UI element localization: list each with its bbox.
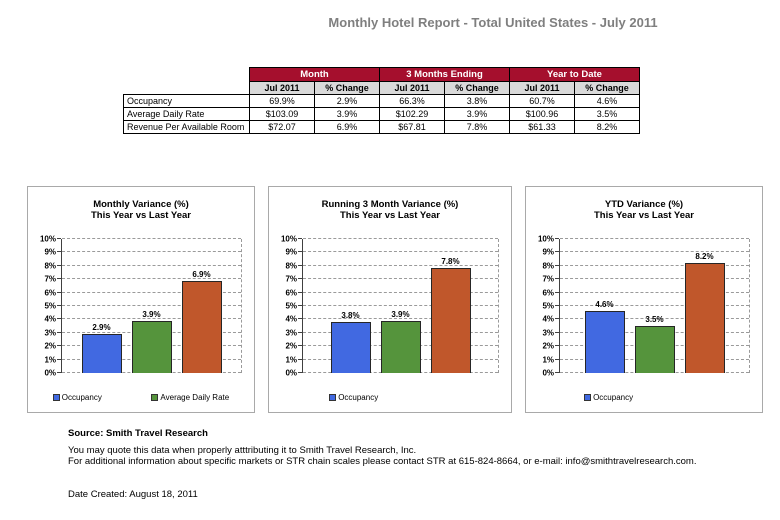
y-axis-tick <box>298 372 302 373</box>
y-axis-label: 5% <box>542 301 554 311</box>
y-axis-label: 5% <box>285 301 297 311</box>
y-axis-label: 4% <box>542 314 554 324</box>
sub-header-cell: % Change <box>575 82 640 95</box>
y-axis-tick <box>555 345 559 346</box>
chart-subtitle: This Year vs Last Year <box>91 210 191 221</box>
y-axis-tick <box>555 305 559 306</box>
value-cell: 3.9% <box>445 108 510 121</box>
y-axis-label: 4% <box>44 314 56 324</box>
chart-legend <box>28 393 254 402</box>
footer-source: Source: Smith Travel Research <box>68 428 208 439</box>
bar-value-label: 3.8% <box>341 311 360 321</box>
bar-value-label: 7.8% <box>441 257 460 267</box>
y-axis-tick <box>298 238 302 239</box>
y-axis-tick <box>555 359 559 360</box>
value-cell: 4.6% <box>575 95 640 108</box>
y-axis-label: 2% <box>542 341 554 351</box>
y-axis-label: 8% <box>285 261 297 271</box>
sub-header-cell: Jul 2011 <box>380 82 445 95</box>
bar-occupancy <box>585 300 625 373</box>
y-axis-label: 8% <box>44 261 56 271</box>
y-axis-tick <box>57 359 61 360</box>
plot-area <box>39 234 242 378</box>
sub-header-cell: Jul 2011 <box>510 82 575 95</box>
legend-swatch-icon <box>151 394 158 401</box>
table-row <box>124 108 640 121</box>
value-cell: 6.9% <box>315 121 380 134</box>
row-label: Occupancy <box>124 95 250 108</box>
value-cell: $67.81 <box>380 121 445 134</box>
legend-item <box>329 393 378 402</box>
y-axis-label: 10% <box>537 234 554 244</box>
col-group-month: Month <box>250 68 380 82</box>
y-axis-label: 4% <box>285 314 297 324</box>
value-cell: $100.96 <box>510 108 575 121</box>
y-axis-label: 0% <box>285 368 297 378</box>
value-cell: $61.33 <box>510 121 575 134</box>
table-group-header-row <box>124 68 640 82</box>
chart-subtitle: This Year vs Last Year <box>594 210 694 221</box>
col-group-3-months-ending: 3 Months Ending <box>380 68 510 82</box>
sub-header-cell: % Change <box>315 82 380 95</box>
table-corner-blank-2 <box>124 82 250 95</box>
legend-label: Occupancy <box>593 393 634 402</box>
y-axis-tick <box>555 251 559 252</box>
y-axis-tick <box>57 372 61 373</box>
y-axis-tick <box>298 332 302 333</box>
table-row <box>124 121 640 134</box>
y-axis-tick <box>555 318 559 319</box>
legend-swatch-icon <box>329 394 336 401</box>
table-row <box>124 95 640 108</box>
value-cell: 3.8% <box>445 95 510 108</box>
value-cell: $102.29 <box>380 108 445 121</box>
bar-occupancy <box>82 323 122 373</box>
chart-running-3-month-variance <box>268 186 512 413</box>
y-axis-tick <box>555 292 559 293</box>
value-cell: 66.3% <box>380 95 445 108</box>
bar-average-daily-rate <box>635 315 675 373</box>
chart-title: Monthly Variance (%) <box>93 199 189 210</box>
y-axis-label: 7% <box>285 274 297 284</box>
value-cell: 2.9% <box>315 95 380 108</box>
y-axis-tick <box>298 305 302 306</box>
row-label: Revenue Per Available Room <box>124 121 250 134</box>
chart-legend <box>526 393 762 402</box>
y-axis-tick <box>555 372 559 373</box>
legend-item <box>584 393 633 402</box>
value-cell: 7.8% <box>445 121 510 134</box>
y-axis-label: 6% <box>542 288 554 298</box>
y-axis-label: 9% <box>44 247 56 257</box>
y-axis-tick <box>298 265 302 266</box>
bar-revenue-per-available-room <box>182 269 222 373</box>
y-axis-label: 2% <box>285 341 297 351</box>
y-axis-label: 10% <box>39 234 56 244</box>
bar-average-daily-rate <box>381 309 421 373</box>
y-axis-label: 6% <box>285 288 297 298</box>
y-axis-label: 2% <box>44 341 56 351</box>
y-axis-label: 3% <box>285 328 297 338</box>
legend-label: Occupancy <box>61 393 102 402</box>
value-cell: 8.2% <box>575 121 640 134</box>
y-axis-label: 5% <box>44 301 56 311</box>
plot-area <box>537 234 750 378</box>
y-axis-label: 8% <box>542 261 554 271</box>
y-axis-label: 0% <box>542 368 554 378</box>
value-cell: $103.09 <box>250 108 315 121</box>
chart-title: YTD Variance (%) <box>604 199 684 210</box>
plot-area <box>280 234 499 378</box>
row-label: Average Daily Rate <box>124 108 250 121</box>
y-axis-tick <box>57 251 61 252</box>
bar-value-label: 4.6% <box>595 300 614 310</box>
y-axis-label: 10% <box>280 234 297 244</box>
bar-revenue-per-available-room <box>685 252 725 373</box>
bar-occupancy <box>331 311 371 373</box>
y-axis-tick <box>555 238 559 239</box>
bars <box>62 239 241 373</box>
summary-table <box>123 67 640 134</box>
chart-monthly-variance <box>27 186 255 413</box>
footer-quote-line-2: For additional information about specific markets or STR chain scales please contact STR at 615-824-8664, or e-mail: info@smithtravelresearch.com. <box>68 456 697 467</box>
y-axis-tick <box>298 345 302 346</box>
bar-value-label: 2.9% <box>92 323 111 333</box>
bars <box>560 239 749 373</box>
chart-ytd-variance <box>525 186 763 413</box>
chart-subtitle: This Year vs Last Year <box>340 210 440 221</box>
y-axis-label: 1% <box>542 355 554 365</box>
y-axis-tick <box>298 251 302 252</box>
chart-legend <box>269 393 511 402</box>
y-axis-label: 7% <box>44 274 56 284</box>
y-axis-label: 1% <box>285 355 297 365</box>
y-axis-tick <box>298 359 302 360</box>
legend-swatch-icon <box>584 394 591 401</box>
legend-swatch-icon <box>53 394 60 401</box>
y-axis-tick <box>57 292 61 293</box>
legend-item <box>53 393 102 402</box>
y-axis-tick <box>298 292 302 293</box>
legend-label: Occupancy <box>338 393 379 402</box>
y-axis-label: 3% <box>44 328 56 338</box>
y-axis-tick <box>555 278 559 279</box>
y-axis-label: 7% <box>542 274 554 284</box>
footer-date-created: Date Created: August 18, 2011 <box>68 489 198 500</box>
y-axis-tick <box>555 332 559 333</box>
table-corner-blank <box>124 68 250 82</box>
page-title: Monthly Hotel Report - Total United States - July 2011 <box>328 15 658 30</box>
bar-value-label: 3.9% <box>142 309 161 319</box>
y-axis-tick <box>555 265 559 266</box>
legend-label: Average Daily Rate <box>160 393 230 402</box>
y-axis-tick <box>57 345 61 346</box>
value-cell: 60.7% <box>510 95 575 108</box>
footer-quote-line-1: You may quote this data when properly atttributing it to Smith Travel Research, Inc. <box>68 445 417 456</box>
bars <box>303 239 498 373</box>
bar-value-label: 3.5% <box>645 315 664 325</box>
y-axis-tick <box>298 318 302 319</box>
table-sub-header-row <box>124 82 640 95</box>
y-axis-tick <box>57 278 61 279</box>
y-axis-tick <box>57 332 61 333</box>
y-axis-label: 6% <box>44 288 56 298</box>
bar-revenue-per-available-room <box>431 257 471 373</box>
y-axis-label: 9% <box>542 247 554 257</box>
value-cell: 3.9% <box>315 108 380 121</box>
y-axis-tick <box>57 318 61 319</box>
y-axis-label: 0% <box>44 368 56 378</box>
value-cell: 3.5% <box>575 108 640 121</box>
chart-title: Running 3 Month Variance (%) <box>321 199 459 210</box>
y-axis-tick <box>57 238 61 239</box>
bar-average-daily-rate <box>132 309 172 373</box>
y-axis-label: 1% <box>44 355 56 365</box>
bar-value-label: 3.9% <box>391 309 410 319</box>
col-group-year-to-date: Year to Date <box>510 68 640 82</box>
value-cell: 69.9% <box>250 95 315 108</box>
legend-item <box>151 393 229 402</box>
y-axis-label: 3% <box>542 328 554 338</box>
bar-value-label: 6.9% <box>192 269 211 279</box>
y-axis-tick <box>57 305 61 306</box>
y-axis-tick <box>298 278 302 279</box>
y-axis-label: 9% <box>285 247 297 257</box>
y-axis-tick <box>57 265 61 266</box>
value-cell: $72.07 <box>250 121 315 134</box>
bar-value-label: 8.2% <box>695 252 714 262</box>
sub-header-cell: Jul 2011 <box>250 82 315 95</box>
sub-header-cell: % Change <box>445 82 510 95</box>
